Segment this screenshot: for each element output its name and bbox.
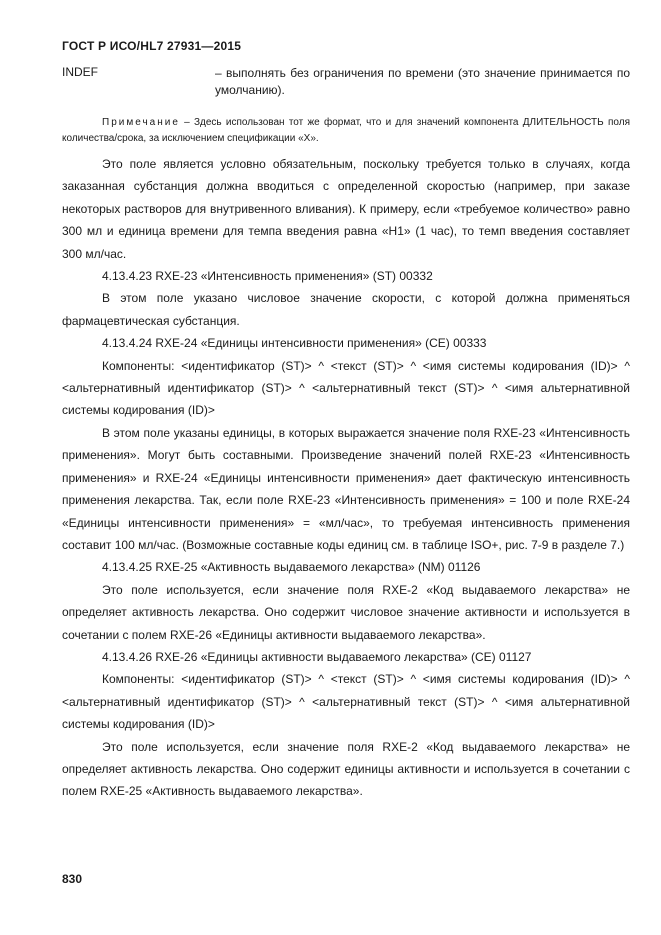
page-number: 830	[62, 872, 83, 886]
paragraph-rxe-23: В этом поле указано числовое значение скорости, с которой должна применяться фармацевтическая субстанция.	[62, 291, 630, 328]
section-heading-rxe-25: 4.13.4.25 RXE-25 «Активность выдаваемого лекарства» (NM) 01126	[102, 560, 481, 575]
definition-text: – выполнять без ограничения по времени (это значение принимается по умолчанию).	[215, 66, 630, 97]
section-heading-rxe-26: 4.13.4.26 RXE-26 «Единицы активности выдаваемого лекарства» (CE) 01127	[102, 649, 532, 664]
note-label: Примечание	[102, 117, 180, 128]
note-block	[62, 115, 630, 147]
paragraph-rxe-26-components: Компоненты: <идентификатор (ST)> ^ <текст (ST)> ^ <имя системы кодирования (ID)> ^ <альтернативный идентификатор (ST)> ^ <альтернативный текст (ST)> ^ <имя альтернативной системы кодирования (ID)>	[62, 672, 630, 732]
paragraph-field-conditional: Это поле является условно обязательным, поскольку требуется только в случаях, когда заказанная субстанция должна вводиться с определенной скоростью (например, при заказе некоторых растворов для внутривенного вливания). К примеру, если «требуемое количество» равно 300 мл и единица времени для темпа введения равна «H1» (1 час), то темп введения составляет 300 мл/час.	[62, 157, 630, 261]
section-heading-rxe-23: 4.13.4.23 RXE-23 «Интенсивность применения» (ST) 00332	[102, 269, 433, 284]
paragraph-rxe-26-description: Это поле используется, если значение поля RXE-2 «Код выдаваемого лекарства» не определяет активность лекарства. Оно содержит единицы активности и используется в сочетании с полем RXE-25 «Активность выдаваемого лекарства».	[62, 739, 630, 799]
definition-term: INDEF	[62, 65, 98, 79]
paragraph-rxe-24-components: Компоненты: <идентификатор (ST)> ^ <текст (ST)> ^ <имя системы кодирования (ID)> ^ <альтернативный идентификатор (ST)> ^ <альтернативный текст (ST)> ^ <имя альтернативной системы кодирования (ID)>	[62, 358, 630, 418]
body-text	[62, 153, 630, 803]
paragraph-rxe-25: Это поле используется, если значение поля RXE-2 «Код выдаваемого лекарства» не определяет активность лекарства. Оно содержит числовое значение активности и используется в сочетании с полем RXE-26 «Единицы активности выдаваемого лекарства».	[62, 582, 630, 642]
paragraph-rxe-24-description: В этом поле указаны единицы, в которых выражается значение поля RXE-23 «Интенсивность применения». Могут быть составными. Произведение значений полей RXE-23 «Интенсивность применения» и RXE-24 «Единицы интенсивности применения» дает фактическую интенсивность применения лекарства. Так, если поле RXE-23 «Интенсивность применения» = 100 и поле RXE-24 «Единицы интенсивности применения» = «мл/час», то требуемая интенсивность применения составит 100 мл/час. (Возможные составные коды единиц см. в таблице ISO+, рис. 7-9 в разделе 7.)	[62, 425, 630, 552]
note-text: – Здесь использован тот же формат, что и для значений компонента ДЛИТЕЛЬНОСТЬ поля количества/срока, за исключением спецификации «X».	[62, 117, 630, 144]
section-heading-rxe-24: 4.13.4.24 RXE-24 «Единицы интенсивности применения» (CE) 00333	[102, 336, 487, 351]
standard-header: ГОСТ Р ИСО/HL7 27931—2015	[62, 39, 242, 53]
